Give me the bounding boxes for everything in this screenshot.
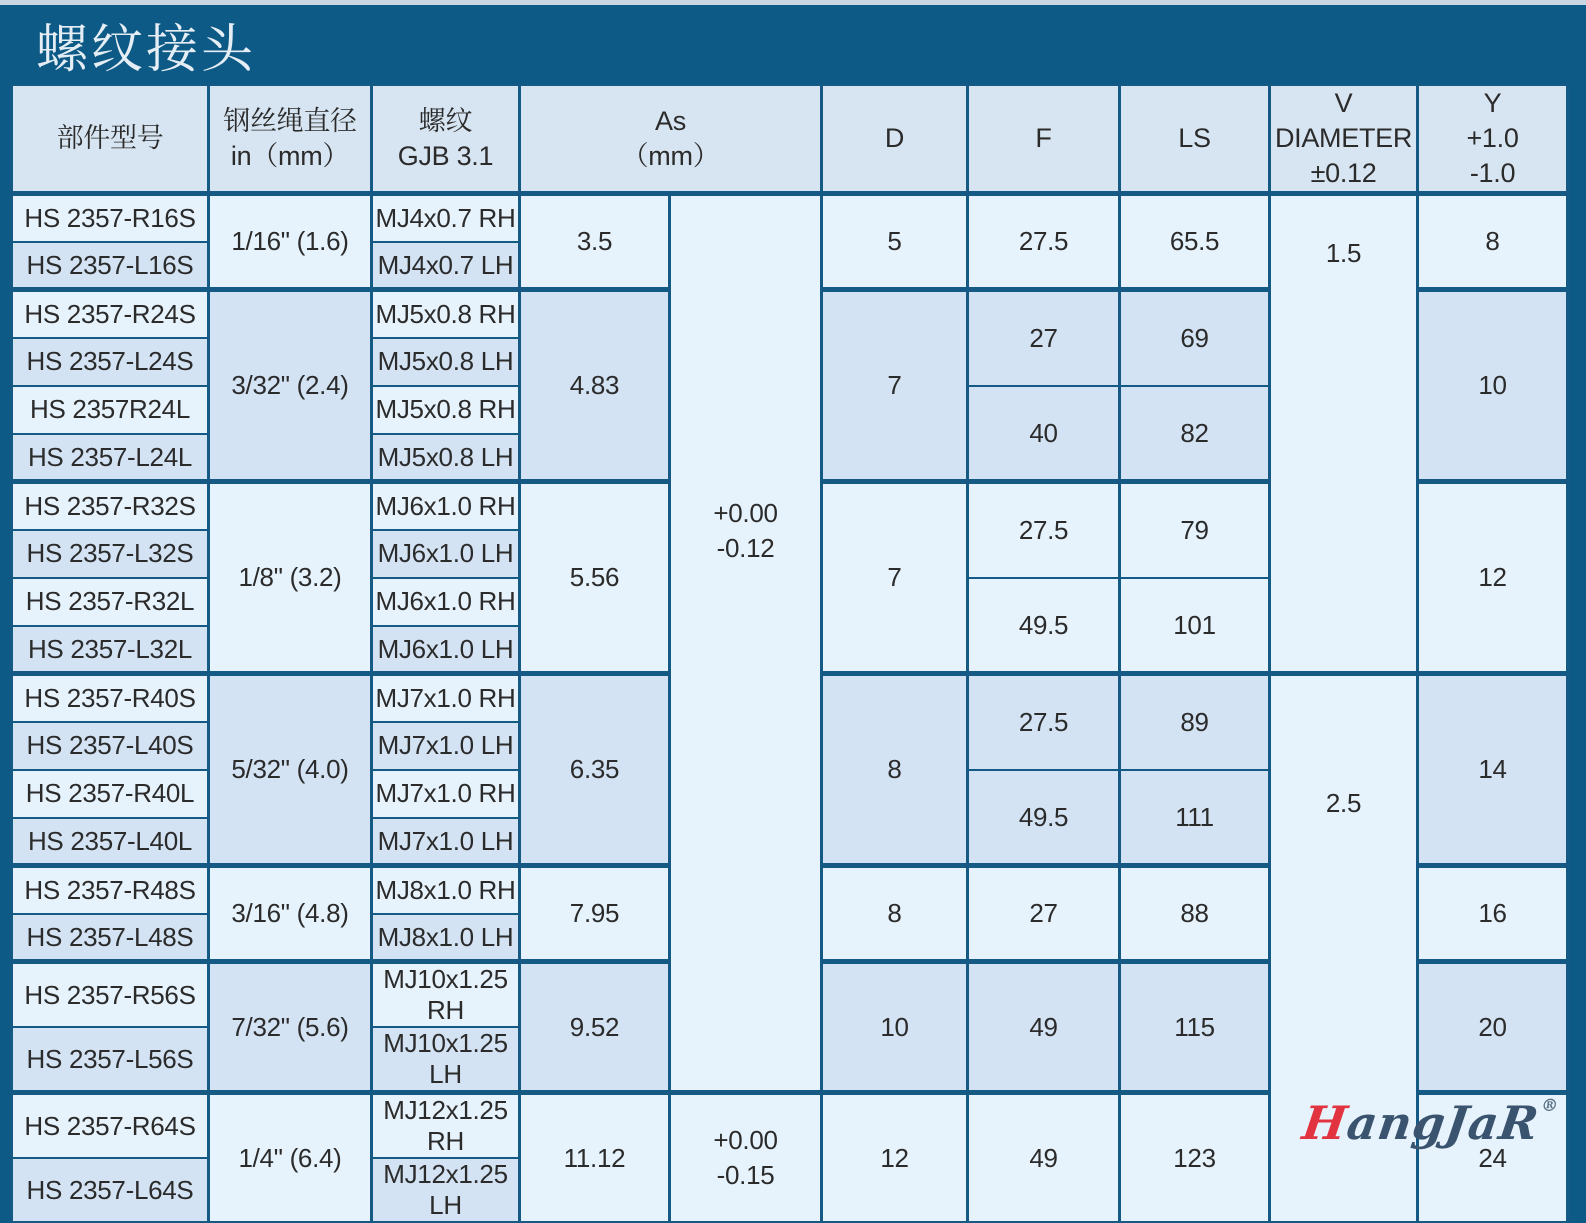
- y-cell: 14: [1418, 674, 1568, 866]
- part-cell: HS 2357-R32L: [12, 578, 209, 626]
- thread-cell: MJ5x0.8 RH: [372, 290, 520, 338]
- thread-cell: MJ12x1.25 LH: [372, 1158, 520, 1222]
- part-cell: HS 2357-R24S: [12, 290, 209, 338]
- thread-cell: MJ7x1.0 LH: [372, 818, 520, 866]
- v-cell: [1270, 194, 1418, 674]
- header-line: As: [655, 105, 686, 136]
- thread-cell: MJ6x1.0 LH: [372, 626, 520, 674]
- thread-cell: MJ7x1.0 RH: [372, 770, 520, 818]
- as-cell: 11.12: [520, 1093, 670, 1223]
- y-cell: 10: [1418, 290, 1568, 482]
- part-cell: HS 2357-L56S: [12, 1027, 209, 1093]
- ls-cell: 101: [1120, 578, 1270, 674]
- f-cell: 49.5: [968, 578, 1120, 674]
- thread-cell: MJ5x0.8 RH: [372, 386, 520, 434]
- dia-cell: 1/16" (1.6): [209, 194, 372, 290]
- ls-cell: 111: [1120, 770, 1270, 866]
- ls-cell: 115: [1120, 962, 1270, 1093]
- f-cell: 27: [968, 866, 1120, 962]
- thread-cell: MJ10x1.25 LH: [372, 1027, 520, 1093]
- col-header-part: 部件型号: [12, 85, 209, 194]
- d-cell: 5: [822, 194, 968, 290]
- dia-cell: 3/32" (2.4): [209, 290, 372, 482]
- ls-cell: 89: [1120, 674, 1270, 770]
- thread-cell: MJ5x0.8 LH: [372, 338, 520, 386]
- dia-cell: 7/32" (5.6): [209, 962, 372, 1093]
- ls-cell: 69: [1120, 290, 1270, 386]
- part-cell: HS 2357-R40L: [12, 770, 209, 818]
- ls-cell: 79: [1120, 482, 1270, 578]
- col-header-y: [1418, 85, 1568, 194]
- d-cell: 7: [822, 482, 968, 674]
- col-header-f: F: [968, 85, 1120, 194]
- tolerance-plus: +0.00: [713, 1125, 778, 1156]
- thread-cell: MJ12x1.25 RH: [372, 1093, 520, 1159]
- header-row: [12, 85, 1568, 194]
- header-line: （mm）: [621, 140, 720, 171]
- thread-cell: MJ8x1.0 RH: [372, 866, 520, 914]
- part-cell: HS 2357-R40S: [12, 674, 209, 722]
- f-cell: 27: [968, 290, 1120, 386]
- part-cell: HS 2357-R56S: [12, 962, 209, 1028]
- dia-cell: 5/32" (4.0): [209, 674, 372, 866]
- f-cell: 40: [968, 386, 1120, 482]
- col-header-v: [1270, 85, 1418, 194]
- spec-table: [10, 84, 1569, 1223]
- part-cell: HS 2357-R64S: [12, 1093, 209, 1159]
- part-cell: HS 2357-L32S: [12, 530, 209, 578]
- as-cell: 3.5: [520, 194, 670, 290]
- brand-logo-text: angJaR: [1343, 1096, 1543, 1150]
- part-cell: HS 2357-R32S: [12, 482, 209, 530]
- thread-cell: MJ6x1.0 RH: [372, 482, 520, 530]
- as-cell: 5.56: [520, 482, 670, 674]
- as-cell: 7.95: [520, 866, 670, 962]
- table-row: [12, 194, 1568, 242]
- part-cell: HS 2357R24L: [12, 386, 209, 434]
- header-line: ±0.12: [1310, 158, 1377, 189]
- header-line: 螺纹: [418, 105, 473, 136]
- part-cell: HS 2357-L32L: [12, 626, 209, 674]
- as-cell: 4.83: [520, 290, 670, 482]
- v-value: 2.5: [1325, 788, 1362, 819]
- as-cell: 9.52: [520, 962, 670, 1093]
- part-cell: HS 2357-L24S: [12, 338, 209, 386]
- y-cell: 12: [1418, 482, 1568, 674]
- page-title: 螺纹接头: [36, 22, 257, 79]
- y-cell: 16: [1418, 866, 1568, 962]
- f-cell: 49: [968, 1093, 1120, 1223]
- thread-cell: MJ5x0.8 LH: [372, 434, 520, 482]
- part-cell: HS 2357-R16S: [12, 194, 209, 242]
- header-line: -1.0: [1469, 158, 1516, 189]
- dia-cell: 1/8" (3.2): [209, 482, 372, 674]
- v-value: 1.5: [1325, 238, 1362, 269]
- dia-cell: 1/4" (6.4): [209, 1093, 372, 1223]
- y-cell: 24: [1418, 1093, 1568, 1223]
- tolerance-minus: -0.12: [716, 533, 775, 564]
- header-line: GJB 3.1: [397, 140, 494, 171]
- f-cell: 27.5: [968, 674, 1120, 770]
- col-header-as: [520, 85, 822, 194]
- dia-cell: 3/16" (4.8): [209, 866, 372, 962]
- d-cell: 8: [822, 866, 968, 962]
- part-cell: HS 2357-R48S: [12, 866, 209, 914]
- header-line: in（mm）: [230, 140, 350, 171]
- f-cell: 49.5: [968, 770, 1120, 866]
- part-cell: HS 2357-L48S: [12, 914, 209, 962]
- d-cell: 10: [822, 962, 968, 1093]
- part-cell: HS 2357-L24L: [12, 434, 209, 482]
- ls-cell: 82: [1120, 386, 1270, 482]
- header-line: +1.0: [1466, 123, 1519, 154]
- col-header-d: D: [822, 85, 968, 194]
- d-cell: 12: [822, 1093, 968, 1223]
- col-header-thread: [372, 85, 520, 194]
- tolerance-plus: +0.00: [713, 498, 778, 529]
- f-cell: 27.5: [968, 482, 1120, 578]
- ls-cell: 88: [1120, 866, 1270, 962]
- header-line: V: [1334, 88, 1353, 118]
- thread-cell: MJ4x0.7 LH: [372, 242, 520, 290]
- y-cell: 8: [1418, 194, 1568, 290]
- registered-trademark-icon: ®: [1539, 1096, 1560, 1116]
- thread-cell: MJ7x1.0 LH: [372, 722, 520, 770]
- y-cell: 20: [1418, 962, 1568, 1093]
- d-cell: 7: [822, 290, 968, 482]
- ls-cell: 123: [1120, 1093, 1270, 1223]
- col-header-diameter: [209, 85, 372, 194]
- ls-cell: 65.5: [1120, 194, 1270, 290]
- part-cell: HS 2357-L40L: [12, 818, 209, 866]
- header-line: DIAMETER: [1274, 123, 1413, 154]
- f-cell: 49: [968, 962, 1120, 1093]
- brand-logo: [1300, 1096, 1560, 1150]
- part-cell: HS 2357-L64S: [12, 1158, 209, 1222]
- header-line: 钢丝绳直径: [223, 105, 357, 136]
- thread-cell: MJ6x1.0 RH: [372, 578, 520, 626]
- as-cell: 6.35: [520, 674, 670, 866]
- part-cell: HS 2357-L16S: [12, 242, 209, 290]
- col-header-ls: LS: [1120, 85, 1270, 194]
- thread-cell: MJ10x1.25 RH: [372, 962, 520, 1028]
- tolerance-minus: -0.15: [716, 1160, 775, 1191]
- thread-cell: MJ7x1.0 RH: [372, 674, 520, 722]
- header-line: Y: [1483, 88, 1502, 118]
- as-tolerance-cell: [670, 194, 822, 1093]
- f-cell: 27.5: [968, 194, 1120, 290]
- as-tolerance-cell: [670, 1093, 822, 1223]
- brand-logo-initial: H: [1299, 1096, 1352, 1150]
- d-cell: 8: [822, 674, 968, 866]
- thread-cell: MJ4x0.7 RH: [372, 194, 520, 242]
- part-cell: HS 2357-L40S: [12, 722, 209, 770]
- thread-cell: MJ6x1.0 LH: [372, 530, 520, 578]
- thread-cell: MJ8x1.0 LH: [372, 914, 520, 962]
